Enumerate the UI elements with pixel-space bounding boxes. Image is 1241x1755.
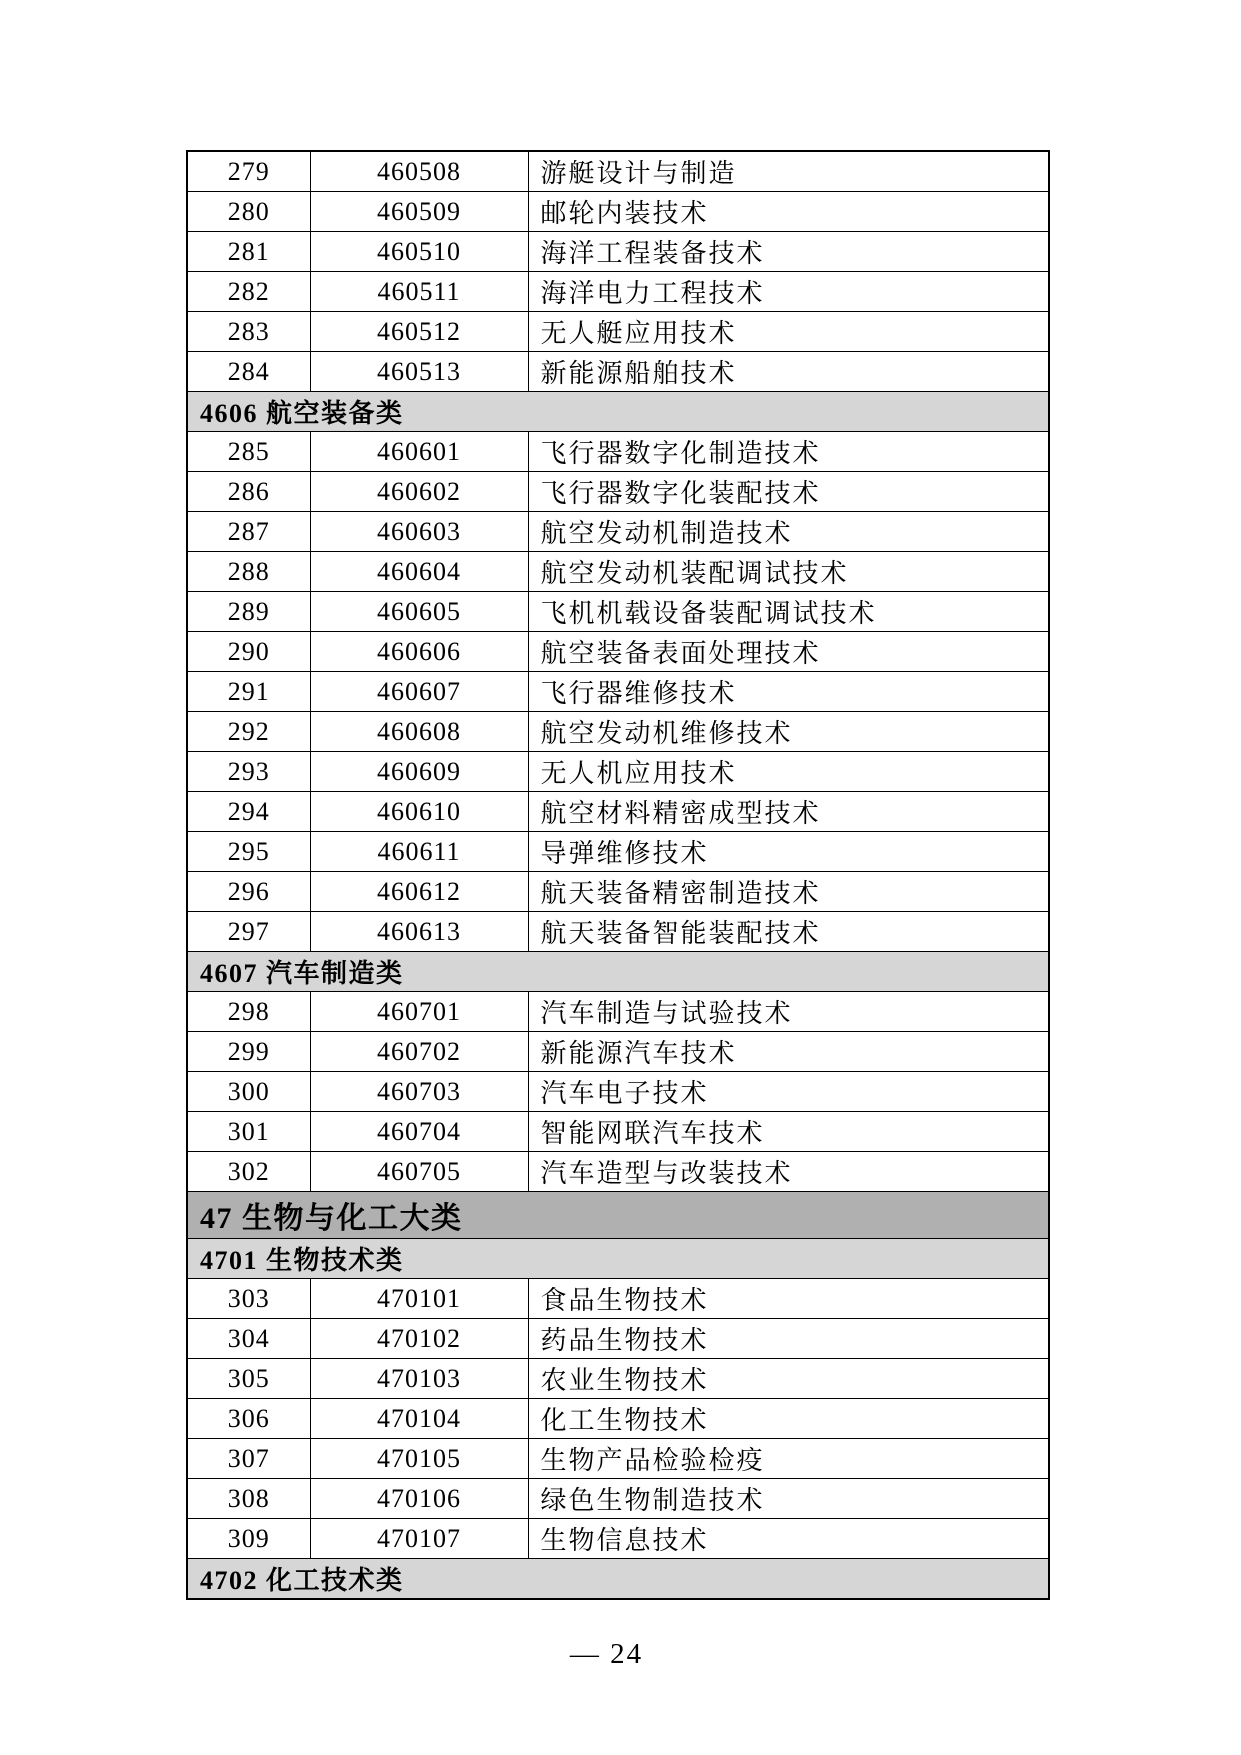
- table-row: [187, 872, 1049, 912]
- row-major-name: 飞行器维修技术: [528, 672, 1049, 712]
- table-row: [187, 672, 1049, 712]
- table-row: [187, 192, 1049, 232]
- row-seq-number: 286: [187, 472, 310, 512]
- table-row: [187, 1152, 1049, 1192]
- row-seq-number: 281: [187, 232, 310, 272]
- table-row: [187, 312, 1049, 352]
- row-seq-number: 290: [187, 632, 310, 672]
- row-major-code: 470103: [310, 1359, 528, 1399]
- table-row: [187, 1192, 1049, 1239]
- row-seq-number: 282: [187, 272, 310, 312]
- row-major-name: 智能网联汽车技术: [528, 1112, 1049, 1152]
- page-number: — 24: [569, 1638, 644, 1670]
- row-major-code: 460508: [310, 151, 528, 192]
- row-seq-number: 297: [187, 912, 310, 952]
- row-major-name: 海洋电力工程技术: [528, 272, 1049, 312]
- row-major-name: 新能源汽车技术: [528, 1032, 1049, 1072]
- row-major-code: 470105: [310, 1439, 528, 1479]
- row-major-code: 460511: [310, 272, 528, 312]
- row-seq-number: 288: [187, 552, 310, 592]
- row-major-code: 460703: [310, 1072, 528, 1112]
- row-major-code: 460702: [310, 1032, 528, 1072]
- majors-table: [186, 150, 1050, 1600]
- table-row: [187, 1359, 1049, 1399]
- row-major-name: 航空发动机制造技术: [528, 512, 1049, 552]
- row-major-name: 航空发动机维修技术: [528, 712, 1049, 752]
- table-row: [187, 1032, 1049, 1072]
- row-major-code: 460604: [310, 552, 528, 592]
- table-row: [187, 272, 1049, 312]
- row-major-code: 460610: [310, 792, 528, 832]
- row-major-code: 460704: [310, 1112, 528, 1152]
- table-row: [187, 232, 1049, 272]
- row-major-name: 汽车电子技术: [528, 1072, 1049, 1112]
- row-major-code: 460601: [310, 432, 528, 472]
- table-row: [187, 1112, 1049, 1152]
- row-major-name: 海洋工程装备技术: [528, 232, 1049, 272]
- row-major-name: 航空发动机装配调试技术: [528, 552, 1049, 592]
- row-seq-number: 289: [187, 592, 310, 632]
- table-row: [187, 1279, 1049, 1319]
- row-major-code: 460611: [310, 832, 528, 872]
- row-major-name: 飞机机载设备装配调试技术: [528, 592, 1049, 632]
- table-row: [187, 432, 1049, 472]
- row-seq-number: 305: [187, 1359, 310, 1399]
- row-major-code: 460513: [310, 352, 528, 392]
- row-major-code: 460612: [310, 872, 528, 912]
- row-major-name: 飞行器数字化制造技术: [528, 432, 1049, 472]
- row-major-code: 460613: [310, 912, 528, 952]
- table-row: [187, 151, 1049, 192]
- row-major-code: 470106: [310, 1479, 528, 1519]
- row-major-name: 化工生物技术: [528, 1399, 1049, 1439]
- table-row: [187, 712, 1049, 752]
- row-seq-number: 293: [187, 752, 310, 792]
- table-row: [187, 1479, 1049, 1519]
- row-major-code: 460509: [310, 192, 528, 232]
- majors-table-container: [186, 150, 1050, 1600]
- table-row: [187, 392, 1049, 432]
- row-major-code: 460605: [310, 592, 528, 632]
- row-major-name: 生物信息技术: [528, 1519, 1049, 1559]
- table-row: [187, 992, 1049, 1032]
- row-major-name: 航空材料精密成型技术: [528, 792, 1049, 832]
- table-row: [187, 1072, 1049, 1112]
- row-seq-number: 284: [187, 352, 310, 392]
- table-row: [187, 912, 1049, 952]
- row-seq-number: 292: [187, 712, 310, 752]
- row-major-name: 航天装备精密制造技术: [528, 872, 1049, 912]
- row-seq-number: 295: [187, 832, 310, 872]
- row-major-name: 汽车造型与改装技术: [528, 1152, 1049, 1192]
- row-major-code: 460512: [310, 312, 528, 352]
- row-seq-number: 291: [187, 672, 310, 712]
- table-row: [187, 1399, 1049, 1439]
- row-seq-number: 303: [187, 1279, 310, 1319]
- row-major-name: 新能源船舶技术: [528, 352, 1049, 392]
- row-major-name: 飞行器数字化装配技术: [528, 472, 1049, 512]
- division-header: 47 生物与化工大类: [187, 1192, 1049, 1239]
- row-seq-number: 308: [187, 1479, 310, 1519]
- table-row: [187, 592, 1049, 632]
- row-major-name: 药品生物技术: [528, 1319, 1049, 1359]
- category-header: 4607 汽车制造类: [187, 952, 1049, 992]
- row-major-name: 游艇设计与制造: [528, 151, 1049, 192]
- table-row: [187, 632, 1049, 672]
- row-major-name: 生物产品检验检疫: [528, 1439, 1049, 1479]
- row-seq-number: 300: [187, 1072, 310, 1112]
- table-row: [187, 1559, 1049, 1600]
- row-major-code: 470104: [310, 1399, 528, 1439]
- row-major-code: 470101: [310, 1279, 528, 1319]
- row-major-name: 绿色生物制造技术: [528, 1479, 1049, 1519]
- row-seq-number: 307: [187, 1439, 310, 1479]
- row-seq-number: 296: [187, 872, 310, 912]
- table-row: [187, 512, 1049, 552]
- row-major-name: 航天装备智能装配技术: [528, 912, 1049, 952]
- table-row: [187, 1319, 1049, 1359]
- row-major-name: 农业生物技术: [528, 1359, 1049, 1399]
- row-major-code: 460701: [310, 992, 528, 1032]
- table-row: [187, 472, 1049, 512]
- row-major-code: 470107: [310, 1519, 528, 1559]
- table-row: [187, 752, 1049, 792]
- row-major-code: 470102: [310, 1319, 528, 1359]
- row-seq-number: 301: [187, 1112, 310, 1152]
- row-seq-number: 299: [187, 1032, 310, 1072]
- row-major-name: 食品生物技术: [528, 1279, 1049, 1319]
- row-major-name: 无人艇应用技术: [528, 312, 1049, 352]
- table-row: [187, 1239, 1049, 1279]
- row-seq-number: 309: [187, 1519, 310, 1559]
- row-major-name: 导弹维修技术: [528, 832, 1049, 872]
- row-seq-number: 298: [187, 992, 310, 1032]
- table-row: [187, 352, 1049, 392]
- row-major-name: 航空装备表面处理技术: [528, 632, 1049, 672]
- row-seq-number: 279: [187, 151, 310, 192]
- row-major-code: 460606: [310, 632, 528, 672]
- row-seq-number: 285: [187, 432, 310, 472]
- row-major-code: 460608: [310, 712, 528, 752]
- row-major-name: 邮轮内装技术: [528, 192, 1049, 232]
- table-row: [187, 1519, 1049, 1559]
- row-seq-number: 287: [187, 512, 310, 552]
- table-row: [187, 952, 1049, 992]
- category-header: 4701 生物技术类: [187, 1239, 1049, 1279]
- table-row: [187, 1439, 1049, 1479]
- row-seq-number: 304: [187, 1319, 310, 1359]
- category-header: 4702 化工技术类: [187, 1559, 1049, 1600]
- row-major-code: 460603: [310, 512, 528, 552]
- row-major-code: 460602: [310, 472, 528, 512]
- row-major-code: 460609: [310, 752, 528, 792]
- table-row: [187, 832, 1049, 872]
- row-seq-number: 280: [187, 192, 310, 232]
- row-major-code: 460510: [310, 232, 528, 272]
- row-major-code: 460607: [310, 672, 528, 712]
- row-major-name: 无人机应用技术: [528, 752, 1049, 792]
- row-seq-number: 302: [187, 1152, 310, 1192]
- row-major-name: 汽车制造与试验技术: [528, 992, 1049, 1032]
- table-row: [187, 792, 1049, 832]
- category-header: 4606 航空装备类: [187, 392, 1049, 432]
- row-seq-number: 294: [187, 792, 310, 832]
- row-major-code: 460705: [310, 1152, 528, 1192]
- row-seq-number: 283: [187, 312, 310, 352]
- row-seq-number: 306: [187, 1399, 310, 1439]
- table-row: [187, 552, 1049, 592]
